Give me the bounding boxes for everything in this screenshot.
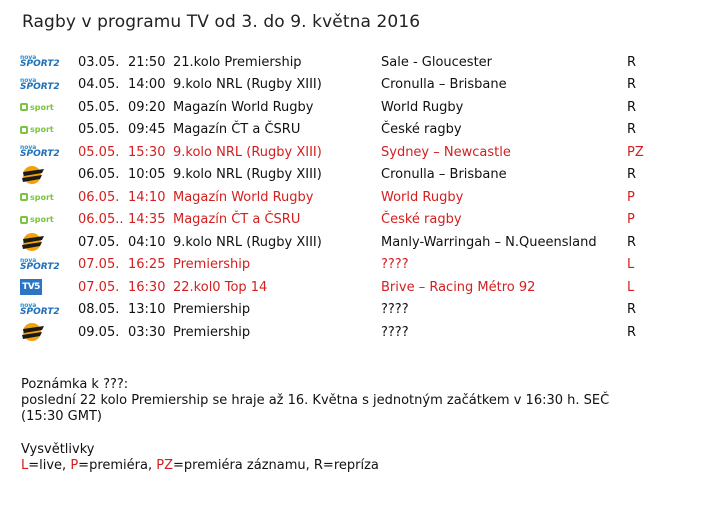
row-code: L [627,257,635,273]
nova-sport-2-logo [20,51,78,73]
row-time: 15:30 [128,144,166,160]
nova-logo-top: nova [20,54,37,62]
legend-live-code: L [21,458,29,473]
row-event: Premiership [173,257,251,273]
row-event: 9.kolo NRL (Rugby XIII) [173,77,322,93]
schedule-row [20,254,710,277]
row-teams: České ragby [381,212,462,228]
row-date: 06.05.. [78,212,124,228]
row-event: Premiership [173,302,251,318]
ct-sport-text: sport [30,102,54,112]
legend [21,442,379,474]
schedule-row [20,164,710,187]
row-code: R [627,324,637,340]
row-teams: ???? [381,257,409,273]
row-teams: České ragby [381,122,462,138]
row-time: 14:10 [128,189,166,205]
row-time: 03:30 [128,324,166,340]
notes-heading: Poznámka k ???: [21,377,129,392]
row-date: 05.05. [78,144,120,160]
legend-premiere-text: =premiéra, [78,458,157,473]
nova-logo-top: nova [20,256,37,264]
tv5-logo [20,276,78,298]
ct-sport-text: sport [30,125,54,135]
row-time: 13:10 [128,302,166,318]
schedule-row [20,96,710,119]
row-teams: ???? [381,302,409,318]
row-date: 07.05. [78,257,120,273]
nova-logo-bottom: SPORT2 [20,261,60,272]
row-time: 14:35 [128,212,166,228]
row-teams: World Rugby [381,99,464,115]
legend-line [21,458,379,474]
row-date: 07.05. [78,279,120,295]
row-date: 09.05. [78,324,120,340]
row-code: R [627,234,637,250]
legend-live-text: =live, [28,458,71,473]
nova-logo-bottom: SPORT2 [20,149,60,160]
row-event: 9.kolo NRL (Rugby XIII) [173,234,322,250]
ct-sport-logo [20,119,78,141]
row-code: R [627,99,637,115]
row-time: 21:50 [128,54,166,70]
row-date: 06.05. [78,167,120,183]
legend-premiere-record-text: =premiéra záznamu, R=repríza [172,458,379,473]
legend-premiere-code: P [70,458,79,473]
ct-sport-text: sport [30,215,54,225]
row-event: 21.kolo Premiership [173,54,302,70]
row-time: 16:25 [128,257,166,273]
row-event: 9.kolo NRL (Rugby XIII) [173,167,322,183]
schedule-row [20,299,710,322]
notes-line-2: (15:30 GMT) [21,409,102,424]
nova-sport-2-logo [20,74,78,96]
row-time: 09:45 [128,122,166,138]
row-event: Magazín World Rugby [173,99,314,115]
sport5-logo [20,231,78,253]
schedule-row [20,209,710,232]
row-time: 14:00 [128,77,166,93]
row-teams: Brive – Racing Métro 92 [381,279,536,295]
row-time: 16:30 [128,279,166,295]
schedule-row [20,321,710,344]
row-event: Magazín ČT a ČSRU [173,212,301,228]
row-teams: Manly-Warringah – N.Queensland [381,234,597,250]
nova-sport-2-logo [20,299,78,321]
legend-premiere-record-code: PZ [156,458,173,473]
nova-logo-top: nova [20,144,37,152]
row-event: Magazín World Rugby [173,189,314,205]
row-teams: Sale - Gloucester [381,54,493,70]
page-title: Ragby v programu TV od 3. do 9. května 2016 [22,12,421,32]
sport5-icon [20,164,46,186]
row-teams: Sydney – Newcastle [381,144,511,160]
sport5-icon [20,231,46,253]
row-teams: World Rugby [381,189,464,205]
row-code: R [627,167,637,183]
row-date: 03.05. [78,54,120,70]
row-event: Premiership [173,324,251,340]
schedule-row [20,51,710,74]
nova-logo-top: nova [20,301,37,309]
row-teams: ???? [381,324,409,340]
ct-sport-logo [20,186,78,208]
row-event: 22.kol0 Top 14 [173,279,268,295]
nova-logo-bottom: SPORT2 [20,59,60,70]
nova-logo-bottom: SPORT2 [20,306,60,317]
nova-logo-bottom: SPORT2 [20,81,60,92]
schedule-row [20,276,710,299]
row-code: L [627,279,635,295]
legend-heading: Vysvětlivky [21,442,95,457]
ct-square-icon [20,126,28,134]
ct-sport-text: sport [30,192,54,202]
row-code: P [627,189,635,205]
row-code: PZ [627,144,644,160]
ct-sport-logo [20,96,78,118]
sport5-logo [20,321,78,343]
schedule-row [20,231,710,254]
notes [21,377,711,425]
schedule-row [20,119,710,142]
nova-sport-2-logo [20,254,78,276]
schedule-table [20,51,710,344]
row-teams: Cronulla – Brisbane [381,167,507,183]
row-code: R [627,54,637,70]
row-date: 06.05. [78,189,120,205]
ct-square-icon [20,103,28,111]
nova-logo-top: nova [20,76,37,84]
row-code: P [627,212,635,228]
ct-square-icon [20,216,28,224]
ct-square-icon [20,193,28,201]
row-code: R [627,77,637,93]
notes-line-1: poslední 22 kolo Premiership se hraje až 16. Května s jednotným začátkem v 16:30 h. SEČ [21,393,610,408]
row-time: 09:20 [128,99,166,115]
tv5-logo-text: TV5 [20,279,42,295]
row-date: 05.05. [78,122,120,138]
sport5-logo [20,164,78,186]
schedule-row [20,186,710,209]
schedule-row [20,74,710,97]
row-date: 04.05. [78,77,120,93]
schedule-row [20,141,710,164]
row-date: 05.05. [78,99,120,115]
row-code: R [627,122,637,138]
row-time: 10:05 [128,167,166,183]
row-event: 9.kolo NRL (Rugby XIII) [173,144,322,160]
nova-sport-2-logo [20,141,78,163]
row-event: Magazín ČT a ČSRU [173,122,301,138]
ct-sport-logo [20,209,78,231]
row-code: R [627,302,637,318]
row-time: 04:10 [128,234,166,250]
row-date: 08.05. [78,302,120,318]
sport5-icon [20,321,46,343]
row-date: 07.05. [78,234,120,250]
row-teams: Cronulla – Brisbane [381,77,507,93]
